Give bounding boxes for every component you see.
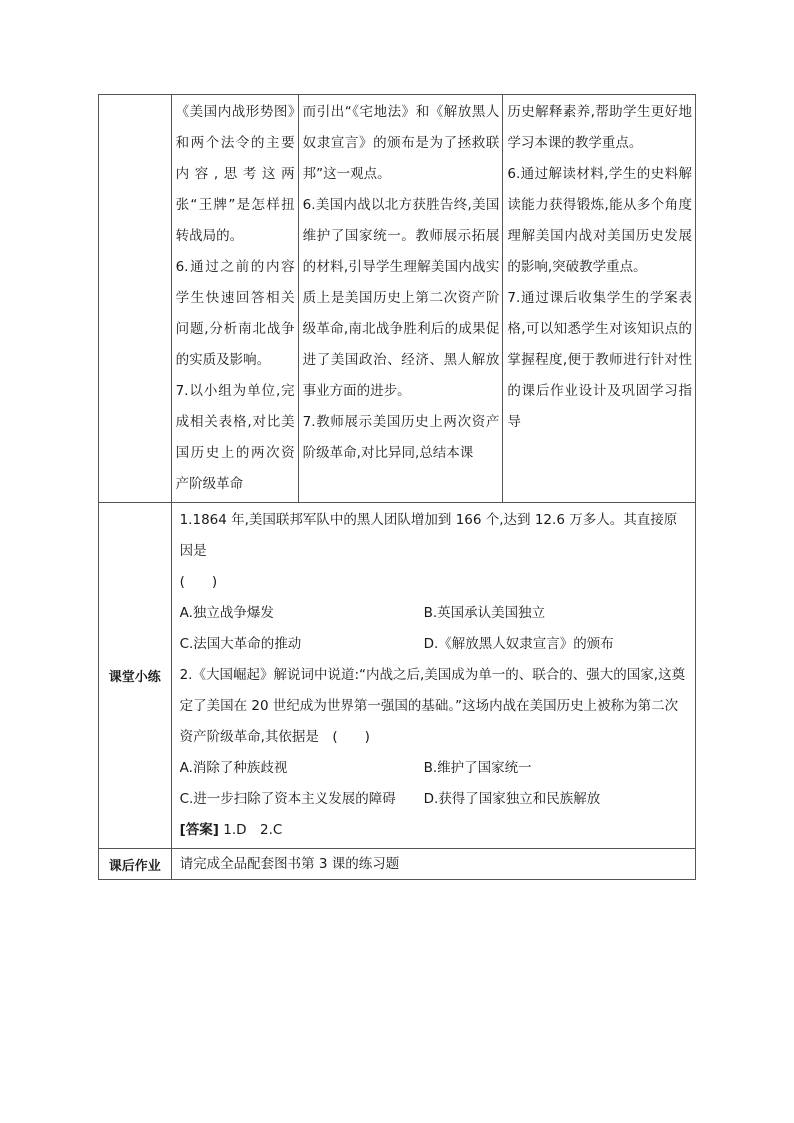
question-1-options-row xyxy=(180,629,689,660)
lesson-plan-table xyxy=(98,94,696,880)
question-1-blank: ( ) xyxy=(179,574,218,590)
question-2-options-row xyxy=(180,784,689,815)
practice-content-cell xyxy=(171,503,695,849)
design-intent-cell xyxy=(503,95,696,503)
teacher-activity-cell xyxy=(298,95,503,503)
teacher-activity-text: 6.美国内战以北方获胜告终,美国维护了国家统一。教师展示拓展的材料,引导学生理解美国内战实质上是美国历史上第二次资产阶级革命,南北战争胜利后的成果促进了美国政治、经济、黑人解放事业方面的进步。 xyxy=(302,197,500,399)
design-intent-text: 7.通过课后收集学生的学案表格,可以知悉学生对该知识点的掌握程度,便于教师进行针对性的课后作业设计及巩固学习指导 xyxy=(507,290,692,430)
question-2-options-row xyxy=(180,753,689,784)
design-intent-text: 6.通过解读材料,学生的史料解读能力获得锻炼,能从多个角度理解美国内战对美国历史发展的影响,突破教学重点。 xyxy=(507,166,692,275)
teacher-activity-text: 7.教师展示美国历史上两次资产阶级革命,对比异同,总结本课 xyxy=(302,414,500,461)
row-label-cell xyxy=(99,95,172,503)
answer-line xyxy=(180,815,689,846)
option-b: B.维护了国家统一 xyxy=(423,760,532,776)
option-c: C.进一步扫除了资本主义发展的障碍 xyxy=(179,791,396,807)
option-d: D.获得了国家独立和民族解放 xyxy=(423,791,601,807)
homework-label: 课后作业 xyxy=(108,858,161,874)
activity-row xyxy=(99,95,696,503)
option-a: A.独立战争爆发 xyxy=(179,605,274,621)
question-1-stem: 1.1864 年,美国联邦军队中的黑人团队增加到 166 个,达到 12.6 万多人。其直接原因是 xyxy=(179,512,678,559)
question-2-stem: 2.《大国崛起》解说词中说道:“内战之后,美国成为单一的、联合的、强大的国家,这奠定了美国在 20 世纪成为世界第一强国的基础。”这场内战在美国历史上被称为第二次资产阶级革命,其依据是 ( ) xyxy=(179,667,686,745)
design-intent-text: 历史解释素养,帮助学生更好地学习本课的教学重点。 xyxy=(507,104,692,151)
answer-text: 1.D 2.C xyxy=(218,822,283,838)
question-1-options-row xyxy=(180,598,689,629)
option-d: D.《解放黑人奴隶宣言》的颁布 xyxy=(423,636,614,652)
answer-label: [答案] xyxy=(179,822,219,838)
option-b: B.英国承认美国独立 xyxy=(423,605,546,621)
student-activity-text: 7.以小组为单位,完成相关表格,对比美国历史上的两次资产阶级革命 xyxy=(175,383,295,492)
homework-row xyxy=(99,849,696,880)
student-activity-text: 6.通过之前的内容学生快速回答相关问题,分析南北战争的实质及影响。 xyxy=(175,259,295,368)
homework-text: 请完成全品配套图书第 3 课的练习题 xyxy=(179,856,400,872)
student-activity-cell xyxy=(171,95,298,503)
option-c: C.法国大革命的推动 xyxy=(179,636,302,652)
homework-content-cell xyxy=(171,849,695,880)
practice-label: 课堂小练 xyxy=(108,670,161,685)
option-a: A.消除了种族歧视 xyxy=(179,760,288,776)
practice-label-cell xyxy=(99,503,172,849)
practice-row xyxy=(99,503,696,849)
student-activity-text: 《美国内战形势图》和两个法令的主要内容,思考这两张“王牌”是怎样扭转战局的。 xyxy=(175,104,295,244)
homework-label-cell xyxy=(99,849,172,880)
teacher-activity-text: 而引出“《宅地法》和《解放黑人奴隶宣言》的颁布是为了拯救联邦”这一观点。 xyxy=(302,104,500,182)
